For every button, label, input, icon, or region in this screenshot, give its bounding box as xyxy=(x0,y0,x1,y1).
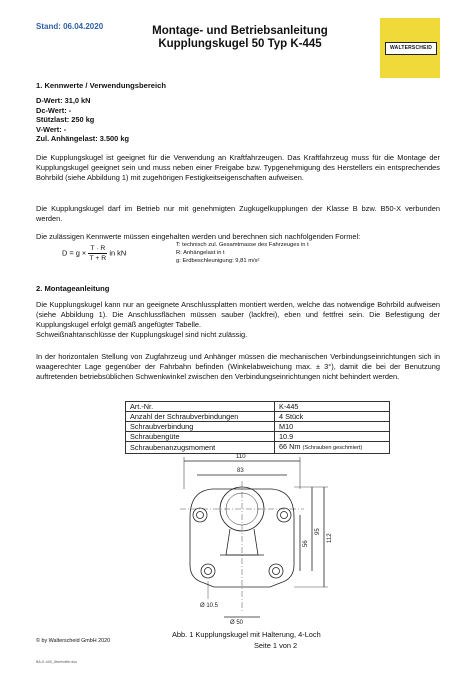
table-value: K-445 xyxy=(275,402,390,412)
dim-label-83: 83 xyxy=(237,468,244,474)
spec-support-load: Stützlast: 250 kg xyxy=(36,115,95,124)
document-reference: BA-K-445_Überhoffer.doc xyxy=(36,660,78,664)
load-formula xyxy=(62,244,126,263)
legend-r: R: Anhängelast in t xyxy=(176,250,225,256)
dim-label-110: 110 xyxy=(236,454,246,460)
title-line-1: Montage- und Betriebsanleitung xyxy=(152,25,328,37)
dim-label-112: 112 xyxy=(327,533,333,543)
dim-label-50: Ø 50 xyxy=(230,620,244,625)
torque-note: (Schrauben geschmiert) xyxy=(302,445,363,451)
bolt-hole xyxy=(193,508,207,522)
spec-dc-value: Dc-Wert: - xyxy=(36,105,72,115)
formula-unit: in kN xyxy=(109,248,127,258)
table-key: Schraubengüte xyxy=(126,432,275,442)
section-1-paragraph-2: Die Kupplungskugel darf im Betrieb nur mit genehmigten Zugkugelkupplungen der Klasse B bzw. B50-X verbunden werden. xyxy=(36,204,440,223)
table-value: M10 xyxy=(275,422,390,432)
section-2-paragraph-2: In der horizontalen Stellung von Zugfahrzeug und Anhänger müssen die mechanischen Verbindungseinrichtungen sich in waagerechter Lage gegenüber der Fahrbahn befinden (Winkelabweichung max. ± 3°), damit die bei der Benutzung auftretenden betriebsüblichen Schwenkwinkel zwischen den Verbindungseinrichtungen nicht behindert werden. xyxy=(36,352,440,381)
table-row xyxy=(126,402,390,412)
section-1-paragraph-3: Die zulässigen Kennwerte müssen eingehalten werden und berechnen sich nachfolgenden Formel: xyxy=(36,232,361,241)
table-row xyxy=(126,422,390,432)
copyright: © by Walterscheid GmbH 2020 xyxy=(36,638,111,644)
table-value: 10.9 xyxy=(275,432,390,442)
spec-list xyxy=(36,96,129,144)
table-value: 4 Stück xyxy=(275,412,390,422)
table-row xyxy=(126,412,390,422)
torque-value: 66 Nm xyxy=(279,442,301,451)
page-number: Seite 1 von 2 xyxy=(254,641,298,650)
company-logo xyxy=(380,18,440,78)
table-row xyxy=(126,432,390,442)
document-date: Stand: 06.04.2020 xyxy=(36,22,104,31)
formula-legend xyxy=(176,241,309,265)
section-1-heading: 1. Kennwerte / Verwendungsbereich xyxy=(36,81,166,90)
bolt-hole xyxy=(269,564,283,578)
logo-text: WALTERSCHEID xyxy=(385,42,437,55)
title-line-2: Kupplungskugel 50 Typ K-445 xyxy=(158,38,322,50)
table-key: Art.-Nr. xyxy=(126,402,275,412)
section-2-paragraph-1b: Schweißnahtanschlüsse der Kupplungskugel sind nicht zulässig. xyxy=(36,330,248,339)
spec-trailer-load: Zul. Anhängelast: 3.500 kg xyxy=(36,134,129,143)
table-key: Schraubverbindung xyxy=(126,422,275,432)
table-key: Schraubenanzugsmoment xyxy=(126,442,275,454)
dim-label-95: 95 xyxy=(315,528,321,535)
bolt-hole xyxy=(277,508,291,522)
formula-fraction xyxy=(88,244,107,263)
section-2-heading: 2. Montageanleitung xyxy=(36,284,110,293)
document-title xyxy=(140,25,340,51)
bolt-hole xyxy=(201,564,215,578)
section-1-paragraph-1: Die Kupplungskugel ist geeignet für die Verwendung an Kraftfahrzeugen. Das Kraftfahrzeug muss für die Montage der Kupplungskugel geeignet sein und muss neben einer Freigabe bzw. Typgenehmigung des Herstellers ein entsprechendes Bohrbild (siehe Abbildung 1) mit zugehörigen Festigkeitseigenschaften aufweisen. xyxy=(36,153,440,182)
dim-label-hole: Ø 10.5 xyxy=(200,603,219,609)
spec-d-value: D-Wert: 31,0 kN xyxy=(36,96,91,105)
dim-label-56: 56 xyxy=(303,540,309,547)
formula-numerator: T · R xyxy=(90,245,106,252)
formula-left: D = g × xyxy=(62,248,87,258)
spec-v-value: V-Wert: - xyxy=(36,124,67,134)
figure-caption: Abb. 1 Kupplungskugel mit Halterung, 4-Loch xyxy=(172,630,321,639)
legend-t: T: technisch zul. Gesamtmasse des Fahrzeuges in t xyxy=(176,242,309,248)
formula-denominator: T + R xyxy=(89,255,107,262)
section-2-paragraph-1: Die Kupplungskugel kann nur an geeignete Anschlussplatten montiert werden, welche das notwendige Bohrbild aufweisen (siehe Abbildung 1). Die Anschlussflächen müssen sauber (lackfrei), eben und fettfrei sein. Die Befestigung der Kupplungskugel erfolgt gemäß angefügter Tabelle. xyxy=(36,300,440,329)
table-key: Anzahl der Schraubverbindungen xyxy=(126,412,275,422)
legend-g: g: Erdbeschleunigung: 9,81 m/s² xyxy=(176,258,260,264)
tow-ball-drawing xyxy=(150,447,350,625)
